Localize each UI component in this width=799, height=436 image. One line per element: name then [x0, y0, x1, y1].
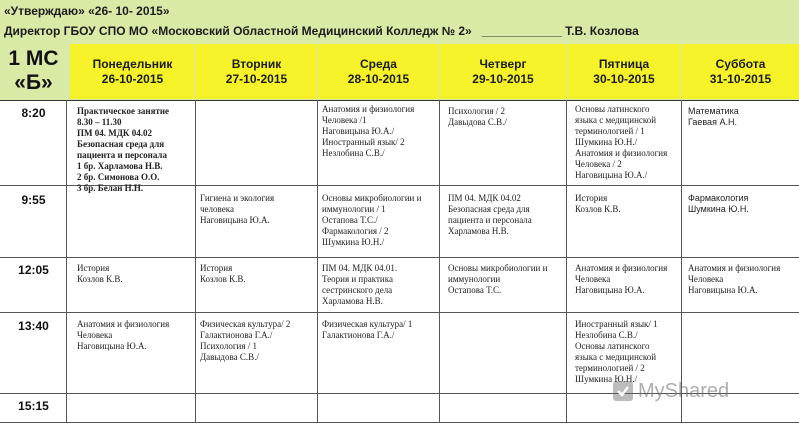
- day-name: Четверг: [479, 57, 527, 71]
- lesson-mon-1: Практическое занятие 8.30 – 11.30 ПМ 04. МДК 04.02 Безопасная среда для пациента и персонала 1 бр. Харламова Н.В. 2 бр. Симонова О.О. 3 бр. Белан Н.Н.: [77, 106, 170, 193]
- grid-line: [439, 100, 440, 423]
- day-date: 27-10-2015: [225, 72, 288, 86]
- director-line: Директор ГБОУ СПО МО «Московский Областной Медицинский Колледж № 2» ____________ Т.В. Козлова: [4, 24, 639, 38]
- day-header-wed: [318, 44, 439, 99]
- grid-line: [566, 100, 567, 423]
- lesson-fri-4: Иностранный язык/ 1 Незлобина С.В./ Основы латинского языка с медицинской терминологией / 2 Шумкина Ю.Н./: [575, 319, 658, 384]
- day-date: 28-10-2015: [347, 72, 410, 86]
- watermark-icon: [612, 380, 634, 402]
- time-slot-2: 9:55: [21, 193, 46, 207]
- grid-line: [317, 100, 318, 423]
- lesson-thu-2: ПМ 04. МДК 04.02 Безопасная среда для пациента и персонала Харламова Н.В.: [448, 193, 532, 236]
- lesson-mon-3: История Козлов К.В.: [77, 263, 123, 284]
- lesson-thu-3: Основы микробиологии и иммунологии Остапова Т.С.: [448, 263, 548, 295]
- grid-line: [195, 100, 196, 423]
- lesson-thu-1: Психология / 2 Давыдова С.В./: [448, 106, 507, 127]
- lesson-wed-1: Анатомия и физиология Человека /1 Наговицына Ю.А./ Иностранный язык/ 2 Незлобина С.В./: [322, 104, 415, 158]
- group-label-line1: 1 МС: [8, 47, 59, 70]
- time-slot-5: 15:15: [18, 399, 49, 413]
- watermark-text: MyShared: [638, 380, 730, 402]
- day-name: Суббота: [715, 57, 766, 71]
- day-name: Вторник: [231, 57, 282, 71]
- day-date: 26-10-2015: [101, 72, 164, 86]
- time-slot-4: 13:40: [18, 319, 49, 333]
- day-header-fri: [567, 44, 681, 99]
- grid-line: [0, 422, 799, 423]
- lesson-tue-3: История Козлов К.В.: [200, 263, 246, 284]
- grid-line: [0, 257, 799, 258]
- lesson-wed-4: Физическая культура/ 1 Галактионова Г.А./: [322, 319, 413, 340]
- lesson-wed-3: ПМ 04. МДК 04.01. Теория и практика сестринского дела Харламова Н.В.: [322, 263, 398, 306]
- lesson-tue-4: Физическая культура/ 2 Галактионова Г.А./ Психология / 1 Давыдова С.В./: [200, 319, 291, 362]
- day-header-tue: [196, 44, 317, 99]
- grid-line: [0, 312, 799, 313]
- day-header-mon: [70, 44, 195, 99]
- lesson-fri-1: Основы латинского языка с медицинской терминологией / 1 Шумкина Ю.Н./ Анатомия и физиология Человека / 2 Наговицына Ю.А./: [575, 104, 668, 180]
- lesson-sat-2: Фармакология Шумкина Ю.Н.: [688, 193, 749, 214]
- time-slot-1: 8:20: [21, 106, 46, 120]
- grid-line: [66, 100, 67, 423]
- day-name: Среда: [360, 57, 397, 71]
- time-slot-3: 12:05: [18, 263, 49, 277]
- day-name: Пятница: [598, 57, 650, 71]
- approval-line: «Утверждаю» «26- 10- 2015»: [4, 4, 170, 18]
- grid-line: [0, 100, 799, 101]
- lesson-fri-3: Анатомия и физиология Человека Наговицына Ю.А.: [575, 263, 668, 295]
- lesson-fri-2: История Козлов К.В.: [575, 193, 621, 214]
- group-label-line2: «Б»: [14, 71, 53, 94]
- day-date: 31-10-2015: [709, 72, 772, 86]
- day-date: 30-10-2015: [593, 72, 655, 86]
- lesson-wed-2: Основы микробиологии и иммунологии / 1 Остапова Т.С./ Фармакология / 2 Шумкина Ю.Н./: [322, 193, 422, 247]
- day-name: Понедельник: [92, 57, 173, 71]
- day-date: 29-10-2015: [472, 72, 534, 86]
- lesson-mon-4: Анатомия и физиология Человека Наговицына Ю.А.: [77, 319, 170, 351]
- day-header-thu: [440, 44, 566, 99]
- group-label: [4, 44, 63, 99]
- lesson-sat-3: Анатомия и физиология Человека Наговицына Ю.А.: [688, 263, 781, 295]
- lesson-sat-1: Математика Гаевая А.Н.: [688, 106, 739, 127]
- lesson-tue-2: Гигиена и экология человека Наговицына Ю.А.: [200, 193, 275, 225]
- day-header-sat: [682, 44, 799, 99]
- grid-line: [681, 100, 682, 423]
